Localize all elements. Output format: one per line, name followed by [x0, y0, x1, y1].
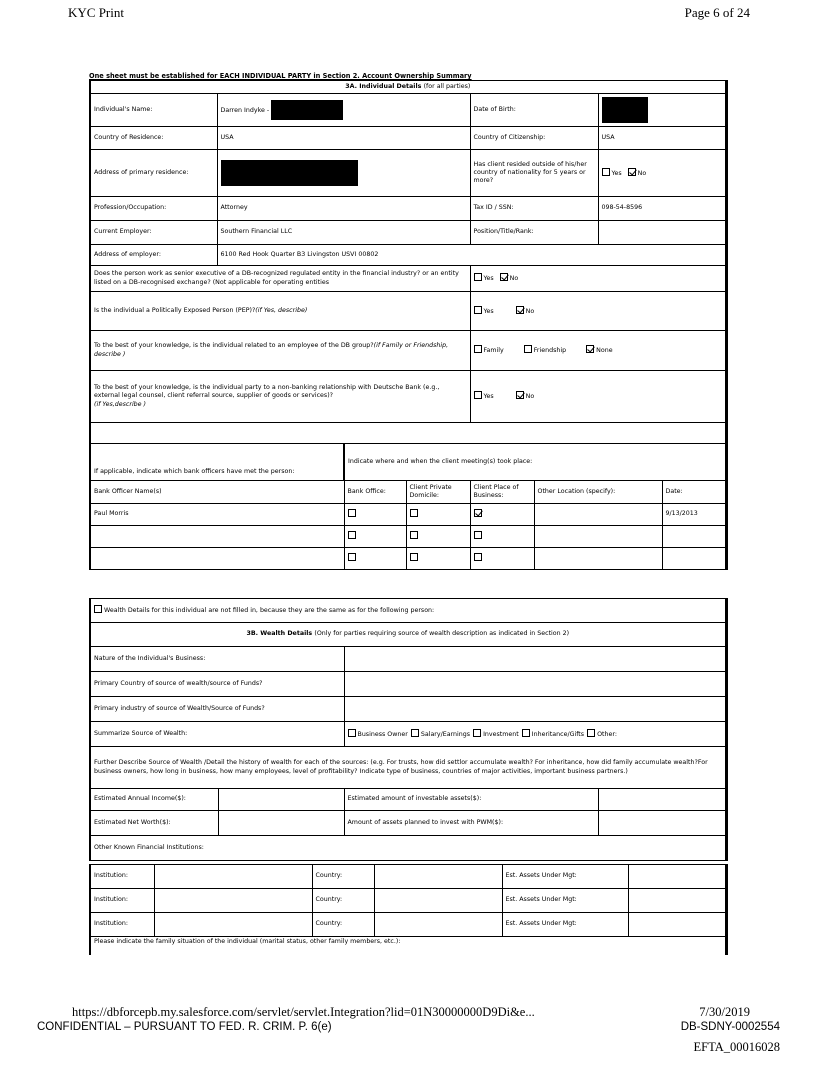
senior-no-checkbox[interactable]: [500, 273, 508, 281]
pep-options: [470, 292, 726, 331]
related-friendship-checkbox[interactable]: [524, 345, 532, 353]
same-as-checkbox[interactable]: [94, 605, 102, 613]
resided-yes-label: Yes: [611, 169, 622, 177]
residence-label: Country of Residence:: [90, 127, 217, 150]
section-3a-header: 3A. Individual Details (for all parties): [90, 81, 726, 94]
place-of-business-header: Client Place of Business:: [470, 481, 534, 504]
table-row: [90, 865, 726, 889]
bank-office-header: Bank Office:: [344, 481, 406, 504]
inheritance-label: Inheritance/Gifts: [531, 730, 585, 738]
individual-details-table: [89, 80, 728, 570]
pep-no-label: No: [525, 307, 535, 315]
nonbank-yes-label: Yes: [483, 393, 494, 401]
other-label: Other:: [597, 730, 617, 738]
private-domicile-cell: [406, 504, 470, 526]
related-none-label: None: [596, 347, 613, 355]
citizenship-label: Country of Citizenship:: [470, 127, 598, 150]
bank-office-cell: [344, 548, 406, 570]
est-assets-value: [628, 865, 726, 889]
institution-label: Institution:: [90, 913, 154, 937]
redaction-box: [602, 97, 648, 123]
other-checkbox[interactable]: [587, 729, 595, 737]
senior-exec-options: [470, 266, 726, 292]
summarize-label: Summarize Source of Wealth:: [90, 722, 344, 747]
place-of-business-checkbox[interactable]: [474, 553, 482, 561]
other-institutions-label: Other Known Financial Institutions:: [90, 836, 726, 861]
inheritance-checkbox[interactable]: [522, 729, 530, 737]
institution-value: [154, 889, 312, 913]
name-label: Individual's Name:: [90, 94, 217, 127]
private-domicile-header: Client Private Domicile:: [406, 481, 470, 504]
related-family-label: Family: [483, 347, 504, 355]
employer-address-value: 6100 Red Hook Quarter B3 Livingston USVI 00802: [217, 245, 726, 266]
confidential-notice: CONFIDENTIAL – PURSUANT TO FED. R. CRIM. P. 6(e): [37, 1021, 332, 1033]
efta-id: EFTA_00016028: [693, 1040, 780, 1054]
employer-address-label: Address of employer:: [90, 245, 217, 266]
sow-options: [344, 722, 726, 747]
institution-value: [154, 913, 312, 937]
senior-yes-checkbox[interactable]: [474, 273, 482, 281]
place-of-business-checkbox[interactable]: [474, 531, 482, 539]
section-3b-header: 3B. Wealth Details (Only for parties requiring source of wealth description as indicated in Section 2): [90, 623, 726, 647]
related-family-checkbox[interactable]: [474, 345, 482, 353]
meeting-label: Indicate where and when the client meeting(s) took place:: [344, 444, 726, 481]
net-worth-label: Estimated Net Worth($):: [90, 811, 218, 836]
country-value: [374, 865, 502, 889]
address-label: Address of primary residence:: [90, 150, 217, 197]
table-row: [90, 913, 726, 937]
nonbank-question: To the best of your knowledge, is the individual party to a non-banking relationship with Deutsche Bank (e.g., external legal counsel, client referral source, supplier of goods or services)? (if Yes,describe ): [90, 371, 470, 423]
page-number: Page 6 of 24: [684, 5, 750, 20]
date-cell: [662, 548, 726, 570]
taxid-value: 098-54-8596: [598, 197, 726, 221]
family-situation-label: Please indicate the family situation of the individual (marital status, other family members, etc.):: [90, 937, 726, 955]
place-of-business-cell: [470, 526, 534, 548]
country-value: [374, 889, 502, 913]
officer-name-header: Bank Officer Name(s): [90, 481, 344, 504]
pep-question: Is the individual a Politically Exposed Person (PEP)?(if Yes, describe): [90, 292, 470, 331]
investable-label: Estimated amount of investable assets($):: [344, 789, 598, 811]
primary-country-value: [344, 672, 726, 697]
private-domicile-checkbox[interactable]: [410, 553, 418, 561]
pep-yes-checkbox[interactable]: [474, 306, 482, 314]
private-domicile-checkbox[interactable]: [410, 531, 418, 539]
business-owner-checkbox[interactable]: [348, 729, 356, 737]
nonbank-no-label: No: [525, 393, 535, 401]
senior-no-label: No: [509, 275, 519, 283]
est-assets-value: [628, 889, 726, 913]
dob-label: Date of Birth:: [470, 94, 598, 127]
senior-yes-label: Yes: [483, 275, 494, 283]
dob-value: [598, 94, 726, 127]
salary-checkbox[interactable]: [411, 729, 419, 737]
document-id: DB-SDNY-0002554: [680, 1021, 780, 1033]
nonbank-no-checkbox[interactable]: [516, 391, 524, 399]
place-of-business-cell: [470, 548, 534, 570]
place-of-business-cell: [470, 504, 534, 526]
table-row: [90, 526, 726, 548]
private-domicile-cell: [406, 526, 470, 548]
profession-label: Profession/Occupation:: [90, 197, 217, 221]
institution-label: Institution:: [90, 865, 154, 889]
est-assets-value: [628, 913, 726, 937]
other-location-cell: [534, 526, 662, 548]
position-label: Position/Title/Rank:: [470, 221, 598, 245]
officers-label: If applicable, indicate which bank officers have met the person:: [90, 444, 344, 481]
bank-office-checkbox[interactable]: [348, 553, 356, 561]
country-label: Country:: [312, 865, 374, 889]
annual-income-label: Estimated Annual Income($):: [90, 789, 218, 811]
nonbank-options: [470, 371, 726, 423]
senior-exec-question: Does the person work as senior executive of a DB-recognized regulated entity in the financial industry? or an entity listed on a DB-recognised exchange? (Not applicable for operating entities: [90, 266, 470, 292]
same-as-row: [90, 599, 726, 623]
investment-checkbox[interactable]: [473, 729, 481, 737]
place-of-business-checkbox[interactable]: [474, 509, 482, 517]
institution-label: Institution:: [90, 889, 154, 913]
position-value: [598, 221, 726, 245]
related-options: [470, 331, 726, 371]
primary-industry-value: [344, 697, 726, 722]
other-location-cell: [534, 504, 662, 526]
officer-name-cell: [90, 548, 344, 570]
spacer-row: [90, 423, 726, 444]
planned-value: [598, 811, 726, 836]
nature-label: Nature of the Individual's Business:: [90, 647, 344, 672]
salary-label: Salary/Earnings: [420, 730, 471, 738]
resided-outside-label: Has client resided outside of his/her country of nationality for 5 years or more?: [470, 150, 598, 197]
est-assets-label: Est. Assets Under Mgt:: [502, 865, 628, 889]
investment-label: Investment: [483, 730, 519, 738]
same-as-label: Wealth Details for this individual are not filled in, because they are the same as for the following person:: [104, 607, 435, 615]
wealth-details-table: [89, 598, 728, 861]
date-header: Date:: [662, 481, 726, 504]
resided-outside-options: [598, 150, 726, 197]
table-row: [90, 504, 726, 526]
bank-office-checkbox[interactable]: [348, 509, 356, 517]
employer-value: Southern Financial LLC: [217, 221, 470, 245]
resided-yes-checkbox[interactable]: [602, 168, 610, 176]
citizenship-value: USA: [598, 127, 726, 150]
taxid-label: Tax ID / SSN:: [470, 197, 598, 221]
planned-label: Amount of assets planned to invest with PWM($):: [344, 811, 598, 836]
country-label: Country:: [312, 913, 374, 937]
print-header-title: KYC Print: [68, 5, 124, 20]
officer-name-cell: [90, 526, 344, 548]
pep-yes-label: Yes: [483, 307, 494, 315]
business-owner-label: Business Owner: [357, 730, 408, 738]
table-row: [90, 889, 726, 913]
private-domicile-checkbox[interactable]: [410, 509, 418, 517]
footer-url: https://dbforcepb.my.salesforce.com/servlet/servlet.Integration?lid=01N30000000D9Di&e...: [72, 1005, 535, 1019]
annual-income-value: [218, 789, 344, 811]
date-cell: 9/13/2013: [662, 504, 726, 526]
private-domicile-cell: [406, 548, 470, 570]
est-assets-label: Est. Assets Under Mgt:: [502, 913, 628, 937]
table-row: [90, 548, 726, 570]
country-value: [374, 913, 502, 937]
address-value: [217, 150, 470, 197]
instruction-note: One sheet must be established for EACH INDIVIDUAL PARTY in Section 2. Account Ownership Summary: [89, 72, 472, 80]
officer-name-cell: Paul Morris: [90, 504, 344, 526]
employer-label: Current Employer:: [90, 221, 217, 245]
related-question: To the best of your knowledge, is the individual related to an employee of the DB group?(if Family or Friendship, describe ): [90, 331, 470, 371]
related-none-checkbox[interactable]: [586, 345, 594, 353]
footer-date: 7/30/2019: [699, 1005, 750, 1019]
bank-office-cell: [344, 526, 406, 548]
bank-office-cell: [344, 504, 406, 526]
nonbank-yes-checkbox[interactable]: [474, 391, 482, 399]
further-describe: Further Describe Source of Wealth /Detail the history of wealth for each of the sources: (e.g. For trusts, how did settlor accumulate wealth? For inheritance, how did family accumulate wealth?For business owners, how long in business, how many employees, level of profitability? Indicate type of business, countries of major activities, important business partners.): [90, 747, 726, 789]
primary-industry-label: Primary industry of source of Wealth/Source of Funds?: [90, 697, 344, 722]
institution-value: [154, 865, 312, 889]
other-location-header: Other Location (specify):: [534, 481, 662, 504]
pep-no-checkbox[interactable]: [516, 306, 524, 314]
net-worth-value: [218, 811, 344, 836]
country-label: Country:: [312, 889, 374, 913]
residence-value: USA: [217, 127, 470, 150]
resided-no-checkbox[interactable]: [628, 168, 636, 176]
name-value: Darren Indyke -: [217, 94, 470, 127]
primary-country-label: Primary Country of source of wealth/source of Funds?: [90, 672, 344, 697]
bank-office-checkbox[interactable]: [348, 531, 356, 539]
est-assets-label: Est. Assets Under Mgt:: [502, 889, 628, 913]
other-location-cell: [534, 548, 662, 570]
nature-value: [344, 647, 726, 672]
profession-value: Attorney: [217, 197, 470, 221]
date-cell: [662, 526, 726, 548]
investable-value: [598, 789, 726, 811]
related-friendship-label: Friendship: [533, 347, 567, 355]
resided-no-label: No: [637, 169, 647, 177]
institutions-table: [89, 864, 728, 955]
redaction-box: [221, 160, 358, 186]
redaction-box: [271, 100, 343, 120]
